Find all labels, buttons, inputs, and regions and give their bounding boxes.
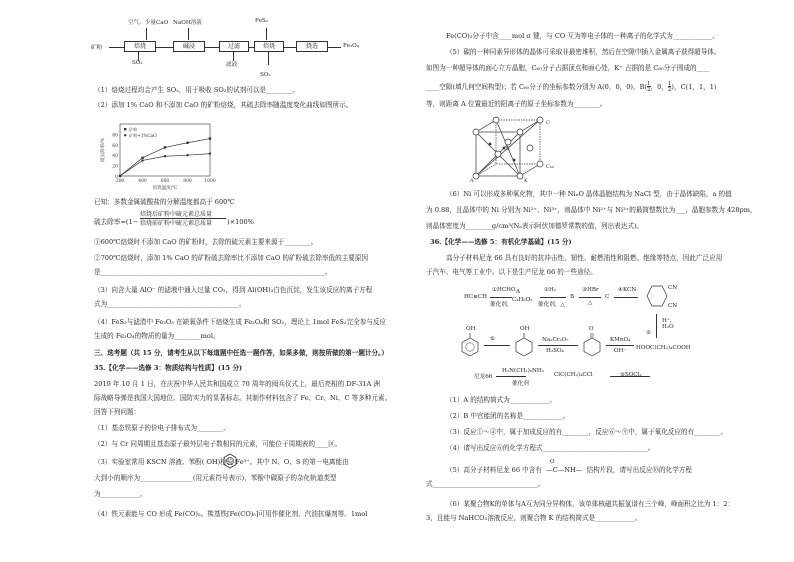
reagent-9: ⑨SOCl₂ [620,372,642,378]
arrow-step-1 [490,297,512,298]
right-line-8: 则晶体密度为________g/cm³(Nₐ表示阿伏加德罗常数的值，列出表达式)。 [426,222,644,230]
cell-label-c: C [546,120,550,126]
cyclohexanol-oh: OH [520,326,530,332]
reagent-3: ③HBr [582,287,599,293]
note-decomposition: 已知：多数金属硫酸盐的分解温度都高于 600℃ [94,198,235,206]
cell-label-k: K [524,178,528,182]
question-3: （3）向含大量 AlO⁻ 的滤液中通入过量 CO₂，得到 Al(OH)₃白色沉淀，发生该反应的离子方程 [94,286,373,294]
question-4: （4）FeS₂与滤渣中 Fe₂O₃ 在缺氧条件下焙烧生成 Fe₃O₄和 SO₂，理论上 1mol FeS₂完全参与反应 [94,318,387,326]
diamine: H₂N(CH₂)₆NH₂ [502,368,545,374]
data-point [141,159,143,161]
question-35-3b: 大到小的顺序为________________(用元素符号表示)，苯酚中碳原子的杂化轨道类型 [94,474,337,482]
data-point [164,146,166,148]
paragraph-35b: 际战略导弹是我国大国地位、国防实力的显著标志。其制作材料包含了 Fe、Cr、Ni、C 等多种元素。 [94,394,392,402]
flow-arrow-down-3 [266,28,267,40]
question-36-6: （6）某聚合物K的单体与A互为同分异构体，该单体核磁共振氢谱有三个峰，峰面积之比为 1：2： [446,500,735,508]
question-2b: ②700℃焙烧时，添加 1% CaO 的矿粉硫去除率比不添加 CaO 的矿粉硫去除率低的主要原因 [94,254,369,262]
right-line-5: 等，则距离 A 位置最近的阳离子的原子坐标参数为________。 [426,100,607,108]
y-tick-label: 80 [112,133,118,139]
data-point [186,142,188,144]
rate-formula-denominator: 焙烧前矿粉中硫元素总质量 [140,220,213,227]
rate-formula-prefix: 硫去除率=(1− [94,218,139,226]
adipic-acid: HOOC(CH₂)₄COOH [636,345,691,351]
question-35-4: （4）铁元素能与 CO 形成 Fe(CO)₅。羰基铁[Fe(CO)₅]可用作催化剂、汽油抗爆剂等。1mol [94,510,368,518]
question-35-heading: 35.【化学——选修 3：物质结构与性质】(15 分) [94,364,243,372]
cyclohexanone-o: O [589,326,594,332]
data-point [209,137,211,139]
data-point [119,175,121,177]
sulfur-removal-chart [98,118,218,192]
question-36-4: （4）请写出反应⑥的化学方程式________________________________。 [446,444,655,452]
flow-step-roast-2: 焙烧 [254,41,284,52]
reagent-4: ④KCN [618,287,637,293]
cn-group-1: CN [668,285,678,291]
question-36-3: （3）反应①～④中，属于加成反应的有________，反应⑥～⑨中，属于氧化反应的有________。 [446,428,728,436]
cyclohexanone-ring-icon [580,332,604,356]
cond-3: △ [588,300,593,306]
legend-label: 矿粉+1%CaO [129,133,157,138]
question-35-2: （2）与 Cr 同周期且基态原子最外层电子数相同的元素，可能位于周期表的____区。 [94,440,342,448]
arrow-step-3 [579,297,601,298]
flow-output-filtrate: 滤液 [226,62,238,68]
flow-step-sort: 烧选 [296,41,328,52]
compound-b: B [570,294,575,300]
right-line-4-b: ，0， [650,83,668,91]
flow-step-filter: 过滤 [219,41,249,52]
arrow-step-9 [610,376,650,377]
data-point [186,154,188,156]
question-3-cont: 式为________________________________________。 [94,300,246,308]
right-line-6: （6）Ni 可以形成多种氧化物，其中一种 NiₓO 晶体晶胞结构为 NaCl 型，由于晶体缺陷，a 的值 [446,190,732,198]
question-36-2: （2）B 中官能团的名称是____________。 [446,412,570,420]
compound-a: A [516,289,521,295]
rate-formula-suffix: )×100% [227,218,254,226]
flow-arrow [204,47,219,48]
reagent-1: ①HCHO [492,287,516,293]
question-2b-cont: 是____________________________________________________________________。 [94,268,332,276]
question-4-cont: 生成的 Fe₃O₄的物质的量为________mol。 [94,332,220,340]
cond-10: 催化剂 [512,381,529,387]
y-tick-label: 20 [112,164,118,170]
x-tick-label: 400 [138,179,147,184]
cond-1: 催化剂， [490,302,513,308]
reagent-7: Na₂Cr₂O₇ [542,337,569,343]
flow-product: Fe₃O₄ [343,43,359,49]
compound-c: C [605,294,610,300]
question-36-5 [446,459,692,474]
x-tick-label: 200 [115,179,125,184]
x-tick-label: 1000 [204,179,216,184]
paragraph-36b: 于汽车、电气等工业中。以下是生产尼龙 66 的一些途径。 [426,268,597,276]
data-point [209,152,211,154]
x-tick-label: 800 [183,179,192,184]
right-line-7: 为 0.88，且晶体中的 Ni 分别为 Ni²⁺、Ni³⁺，则晶体中 Ni²⁺与 Ni³⁺的最简整数比为___，晶胞参数为 428pm， [426,206,757,214]
cond-2: 催化剂，△ [538,302,565,308]
flow-arrow [283,47,296,48]
frac-num: 1 [647,81,651,87]
question-36-5-cont: 式________________________________。 [426,480,545,488]
question-35-1: （1）基态铁原子的价电子排布式为________。 [94,424,231,432]
y-axis-label: 硫去除率/% [101,138,106,162]
question-2a: ①600℃焙烧时不添加 CaO 的矿粉时，去除的硫元素主要来源于________。 [94,238,318,246]
legend-label: 矿粉 [129,127,138,132]
flow-output-so2-1: SO₂ [132,60,143,66]
hydrolysis-hplus: H⁺， [662,318,676,324]
step-5-mark: ⑤ [646,330,652,336]
arrow-step-6 [484,345,510,346]
right-line-4-c: )，C(1，1，1) [671,83,717,91]
reagent-6: ⑥ [490,336,496,342]
paragraph-36a: 高分子材料尼龙 66 具有良好的抗冲击性、韧性、耐燃油性和阻燃、绝缘等特点，因此广泛应用 [446,254,723,262]
flow-output-so2-2: SO₂ [260,72,271,78]
amide-structure [546,459,583,474]
amide-group: —C—NH— [546,466,583,474]
flow-step-roast-1: 焙烧 [124,41,156,52]
cell-label-a: A [470,178,474,182]
start-acetylene: HC≡CH [464,294,488,300]
x-tick-label: 600 [160,179,170,184]
y-tick-label: 60 [112,143,118,149]
rate-formula-numerator: 焙烧后矿粉中硫元素总质量 [140,211,213,218]
flow-input-naoh: NaOH溶液 [173,20,202,26]
question-36-heading: 36.【化学——选修 5：有机化学基础】(15 分) [430,238,572,246]
question-36-5-b: 结构片段，请写出反应⑩的化学方程 [586,466,692,474]
reagent-2: ②H₂ [544,287,557,293]
paragraph-35c: 回答下列问题： [94,408,141,416]
arrow-step-10 [496,376,526,377]
right-line-4 [426,81,717,93]
arrow-step-2 [540,297,566,298]
right-line-2: （5）碳的一种同素异形体的晶体可采取非最密堆积，然后在空隙中插入金属离子获得超导体。 [446,48,721,56]
legend-marker [124,128,126,130]
question-2: （2）添加 1% CaO 和不添加 CaO 的矿粉焙烧，其硫去除率随温度变化曲线如图所示。 [94,101,353,109]
crystal-unit-cell-diagram [466,116,578,182]
flow-ore: 矿粉 [91,45,103,51]
flow-arrow [109,47,124,48]
flow-arrow [327,47,341,48]
paragraph-35a: 2019 年 10 月 1 日，在庆祝中华人民共和国成立 70 周年的阅兵仪式上，最后亮相的 DF-31A 洲 [94,380,380,388]
left-column [88,0,396,562]
right-line-1: Fe(CO)₅分子中含____mol σ 键，与 CO 互为等电子体的一种离子的化学式为____________。 [446,32,720,40]
y-tick-label: 0 [115,175,118,180]
flow-input-fes2: FeS₂ [255,18,268,24]
reagent-7b: H₂SO₄ [546,348,564,354]
right-line-4-a: ____空隙(填几何空间构型)；若 C₆₀分子的坐标参数分别为 A(0，0，0)，B( [426,83,648,91]
phenol-oh: OH [466,326,476,332]
data-point [141,157,143,159]
question-36-5-a: （5）高分子材料尼龙 66 中含有 [446,466,542,474]
frac-num: 1 [667,81,672,87]
adipoyl-chloride: ClC(CH₂)₄CCl [554,372,593,378]
flow-arrow-out-3 [268,51,269,65]
flow-arrow-down-2 [188,28,189,40]
flow-arrow-down-1 [146,28,147,40]
frac-den: 2 [667,87,672,93]
frac-den: 2 [647,87,651,93]
reagent-8b: OH⁻ [614,348,627,354]
x-axis-label: 焙烧温度/℃ [152,186,178,191]
hydrolysis-h2o: H₂O [662,324,674,330]
data-point [164,155,166,157]
legend-marker [124,134,126,136]
y-tick-label: 40 [112,154,118,160]
cell-label-b: B [506,146,510,152]
phenol-ring-icon [458,332,482,356]
arrow-step-7 [538,345,578,346]
question-1: （1）焙烧过程均会产生 SO₂，用于吸收 SO₂的试剂可以是________。 [94,86,299,94]
fraction-bar [140,218,226,219]
question-36-1: （1）A 的结构简式为____________。 [446,396,556,404]
compound-a-formula: C₄H₆O₂ [512,297,533,303]
arrow-step-8 [606,345,634,346]
amide-oxygen: O [550,459,555,465]
flow-arrow [155,47,173,48]
benzene-ring-icon [222,453,238,469]
cn-group-2: CN [668,303,678,309]
question-35-3c: 为____________。 [94,490,147,498]
flow-step-leach: 碱浸 [173,41,205,52]
cell-label-c60: C₆₀ [546,164,554,170]
right-line-3: 如图为一种超导体的面心立方晶胞，C₆₀分子占据顶点和面心处，K⁺ 占据的是 C₆₀分子围成的____ [426,64,710,72]
section-3-heading: 三、选考题（共 15 分，请考生从以下每道题中任选一题作答，如果多做，则按所做的第一题计分。） [94,349,388,357]
cyclohexanol-ring-icon [512,332,536,356]
nylon-66-label: 尼龙66 [474,374,493,380]
flow-input-air: 空气、少量CaO [128,20,169,26]
question-36-6-cont: 3，且能与 NaHCO₃溶液反应，则聚合物 K 的结构简式是____________。 [426,514,642,522]
reagent-8: KMnO₄ [610,337,631,343]
question-35-3: （3）实验室常用 KSCN 溶液、苯酚( OH)检验 Fe³⁺。其中 N、O、S 的第一电离能由 [94,458,349,466]
arrow-step-5 [656,314,657,338]
right-column [424,0,757,562]
arrow-step-4 [614,297,638,298]
